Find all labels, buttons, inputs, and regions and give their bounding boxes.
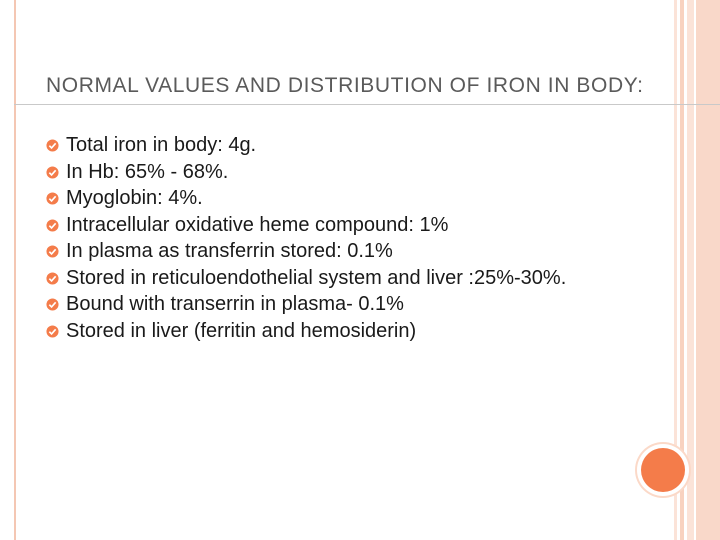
circle-check-icon [46, 245, 59, 258]
circle-check-icon [46, 325, 59, 338]
circle-check-icon [46, 139, 59, 152]
decorative-circle [641, 448, 685, 492]
list-item [46, 265, 646, 292]
list-item [46, 185, 646, 212]
list-item-text: Stored in reticuloendothelial system and liver :25%-30%. [66, 266, 567, 289]
list-item [46, 238, 646, 265]
bullet-list [46, 132, 646, 344]
circle-check-icon [46, 219, 59, 232]
list-item-text: Intracellular oxidative heme compound: 1% [66, 213, 449, 236]
slide-title: NORMAL VALUES AND DISTRIBUTION OF IRON IN BODY: [46, 74, 644, 97]
list-item-text: Bound with transerrin in plasma- 0.1% [66, 293, 404, 315]
circle-check-icon [46, 166, 59, 179]
list-item [46, 291, 646, 318]
list-item [46, 159, 646, 186]
list-item [46, 318, 646, 345]
title-underline [14, 104, 720, 105]
circle-check-icon [46, 298, 59, 311]
circle-check-icon [46, 272, 59, 285]
list-item-text: Stored in liver (ferritin and hemosiderin) [66, 319, 417, 342]
list-item [46, 212, 646, 239]
list-item-text: Myoglobin: 4%. [66, 187, 203, 209]
left-border-line [14, 0, 16, 540]
list-item-text: Total iron in body: 4g. [66, 134, 257, 156]
list-item-text: In Hb: 65% - 68%. [66, 160, 229, 183]
circle-check-icon [46, 192, 59, 205]
list-item [46, 132, 646, 159]
list-item-text: In plasma as transferrin stored: 0.1% [66, 240, 393, 262]
